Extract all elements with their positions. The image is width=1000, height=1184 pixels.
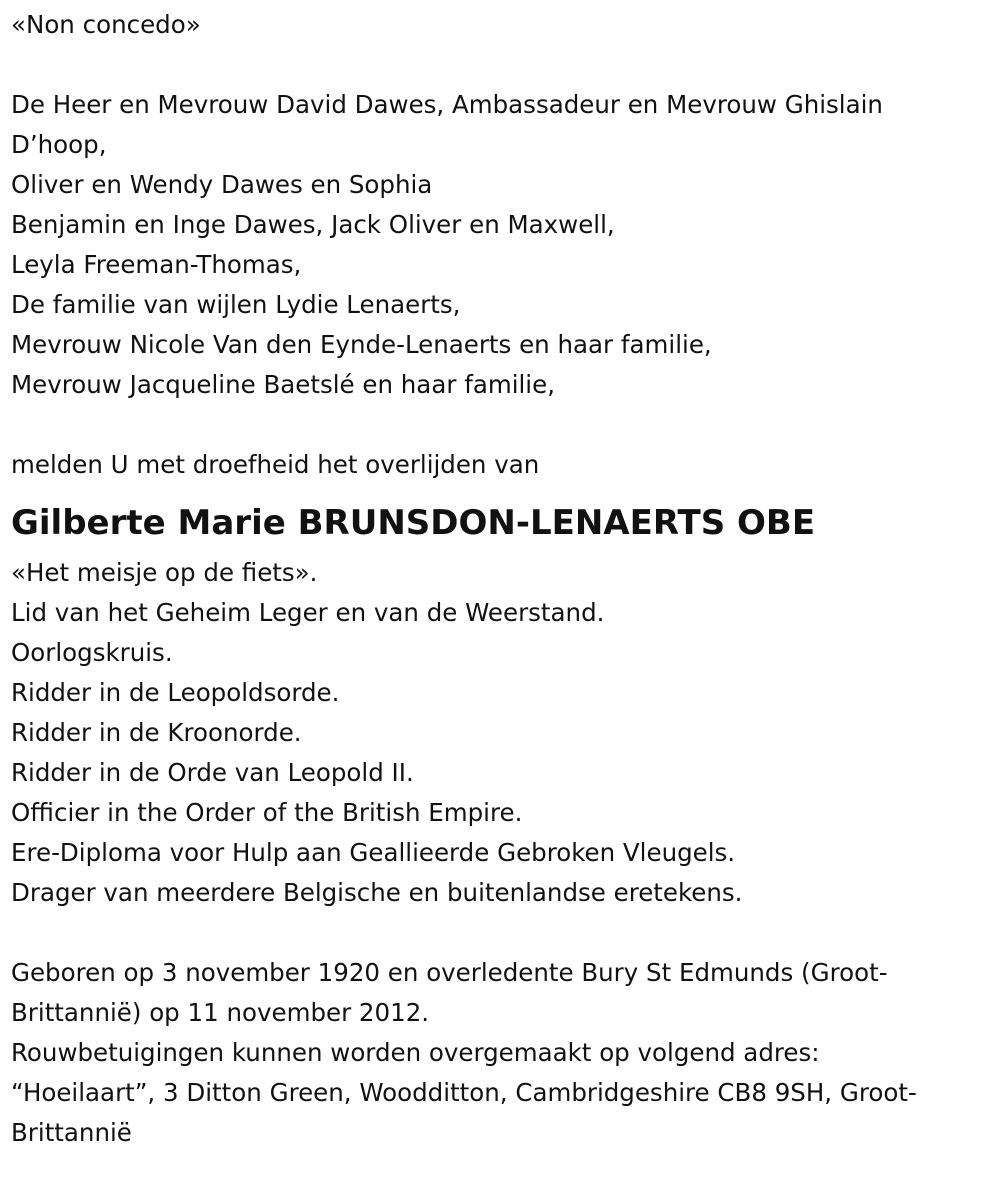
- honour-line: Ere-Diploma voor Hulp aan Geallieerde Gebroken Vleugels.: [11, 838, 736, 867]
- obituary-document: [11, 5, 991, 1153]
- motto: «Non concedo»: [11, 10, 201, 39]
- deceased-name: Gilberte Marie BRUNSDON-LENAERTS OBE: [11, 503, 816, 543]
- honour-line: Drager van meerdere Belgische en buitenlandse eretekens.: [11, 878, 743, 907]
- honour-line: Ridder in de Kroonorde.: [11, 718, 302, 747]
- honours-list: [11, 553, 991, 913]
- closing-line: Brittannië: [11, 1118, 132, 1147]
- family-line: De familie van wijlen Lydie Lenaerts,: [11, 290, 461, 319]
- spacer: [11, 45, 991, 85]
- spacer: [11, 913, 991, 953]
- honour-line: Ridder in de Leopoldsorde.: [11, 678, 340, 707]
- spacer: [11, 405, 991, 445]
- honour-line: Lid van het Geheim Leger en van de Weerstand.: [11, 598, 605, 627]
- honour-line: Oorlogskruis.: [11, 638, 173, 667]
- announcement: melden U met droefheid het overlijden van: [11, 450, 540, 479]
- honour-line: Ridder in de Orde van Leopold II.: [11, 758, 414, 787]
- family-line: Mevrouw Jacqueline Baetslé en haar familie,: [11, 370, 555, 399]
- family-line: D’hoop,: [11, 130, 107, 159]
- closing-line: “Hoeilaart”, 3 Ditton Green, Woodditton, Cambridgeshire CB8 9SH, Groot-: [11, 1078, 917, 1107]
- family-line: Mevrouw Nicole Van den Eynde-Lenaerts en haar familie,: [11, 330, 712, 359]
- honour-line: «Het meisje op de fiets».: [11, 558, 318, 587]
- family-line: Oliver en Wendy Dawes en Sophia: [11, 170, 433, 199]
- closing-line: Rouwbetuigingen kunnen worden overgemaakt op volgend adres:: [11, 1038, 820, 1067]
- closing-text: [11, 953, 991, 1153]
- honour-line: Officier in the Order of the British Empire.: [11, 798, 523, 827]
- family-list: [11, 85, 991, 405]
- closing-line: Brittannië) op 11 november 2012.: [11, 998, 430, 1027]
- family-line: De Heer en Mevrouw David Dawes, Ambassadeur en Mevrouw Ghislain: [11, 90, 883, 119]
- family-line: Benjamin en Inge Dawes, Jack Oliver en Maxwell,: [11, 210, 615, 239]
- closing-line: Geboren op 3 november 1920 en overledente Bury St Edmunds (Groot-: [11, 958, 888, 987]
- family-line: Leyla Freeman-Thomas,: [11, 250, 302, 279]
